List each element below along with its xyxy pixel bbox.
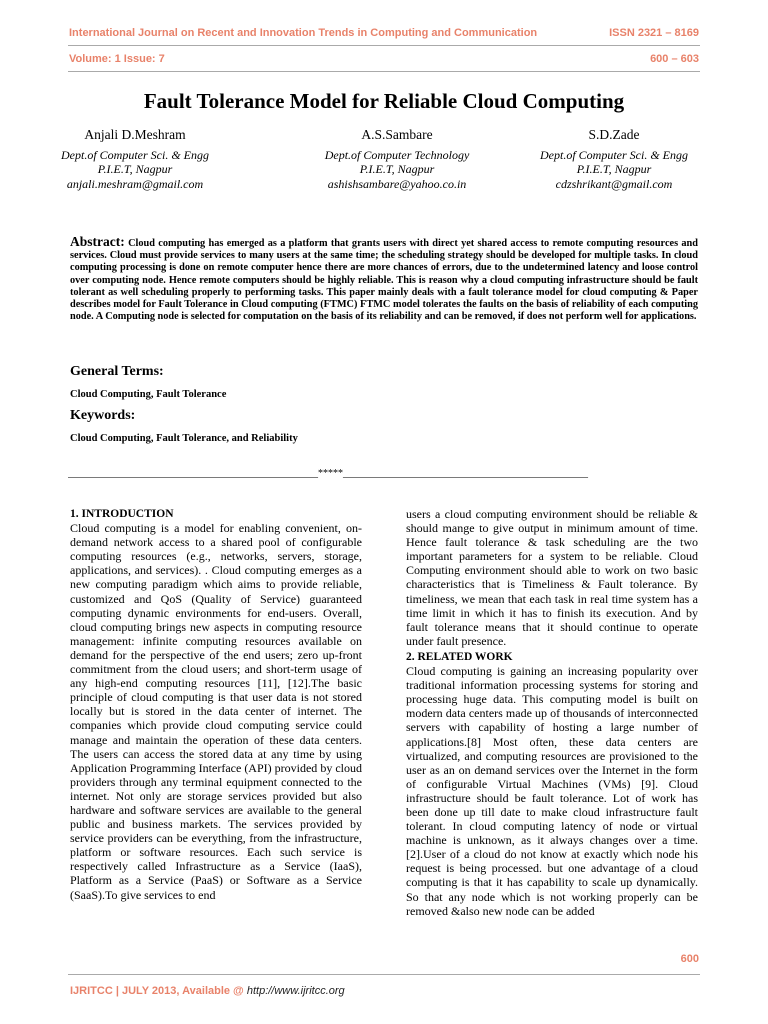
footer-text: IJRITCC | JULY 2013, Available @ [70, 985, 247, 997]
author-dept: Dept.of Computer Sci. & Engg [540, 147, 688, 162]
keywords-text: Cloud Computing, Fault Tolerance, and Reliability [70, 433, 298, 444]
left-column [70, 507, 362, 902]
author-email: anjali.meshram@gmail.com [66, 176, 204, 191]
author-2 [292, 128, 502, 191]
introduction-continued-text: users a cloud computing environment should be reliable & should mange to give output in minimum amount of time. Hence fault tolerance & task scheduling are the two important parameters for a system to be reliable. Cloud Computing environment should able to work on two basic characteristics that is Timeliness & Fault tolerance. By timeliness, we mean that each task in real time system has a time limit in which it has to finish its execution. And by fault tolerance means that it should continue to operate under fault presence. [406, 507, 698, 648]
introduction-heading: 1. INTRODUCTION [70, 508, 174, 520]
author-name: A.S.Sambare [361, 127, 433, 142]
author-dept: Dept.of Computer Technology [324, 147, 470, 162]
author-inst: P.I.E.T, Nagpur [359, 162, 435, 176]
author-name: S.D.Zade [588, 127, 640, 142]
author-name: Anjali D.Meshram [84, 127, 186, 142]
header-divider [68, 45, 700, 46]
author-inst: P.I.E.T, Nagpur [576, 162, 652, 176]
paper-title: Fault Tolerance Model for Reliable Cloud Computing [143, 89, 625, 113]
author-3 [509, 128, 719, 191]
journal-name: International Journal on Recent and Innovation Trends in Computing and Communication [69, 27, 538, 39]
issn: ISSN 2321 – 8169 [609, 27, 699, 39]
page-range: 600 – 603 [650, 53, 699, 65]
header-divider-2 [68, 71, 700, 72]
author-email: cdzshrikant@gmail.com [555, 176, 673, 191]
introduction-text: Cloud computing is a model for enabling convenient, on-demand network access to a shared pool of configurable computing resources (e.g., networks, servers, storage, applications, and services). . Cloud computing emerges as a new computing paradigm which aims to provide reliable, customized and QoS (Quality of Service) guaranteed computing dynamic environments for end-users. Overall, cloud computing brings new aspects in computing resource management: infinite computing resources available on demand for the perspective of the end users; zero up-front commitment from the cloud users; and short-term usage of any high-end computing resources [11], [12].The basic principle of cloud computing is that user data is not stored locally but is stored in the data center of internet. The companies which provide cloud computing service could manage and maintain the operation of these data centers. The users can access the stored data at any time by using Application Programming Interface (API) provided by cloud providers through any terminal equipment connected to the internet. Not only are storage services provided but also hardware and software services are available to the general public and business markets. The services provided by service providers can be everything, from the infrastructure, platform or software resources. Each such service is respectively called Infrastructure as a Service (IaaS), Platform as a Service (PaaS) or Software as a Service (SaaS).To give services to end [70, 521, 362, 902]
volume-issue: Volume: 1 Issue: 7 [69, 53, 165, 65]
author-dept: Dept.of Computer Sci. & Engg [61, 147, 209, 162]
related-work-text: Cloud computing is gaining an increasing popularity over traditional information processing systems for storing and processing huge data. This computing model is built on modern data centers made up of thousands of interconnected servers with capability of hosting a large number of applications.[8] Most often, these data centers are virtualized, and computing resources are provisioned to the user as an on demand services over the Internet in the form of configurable Virtual Machines (VMs) [9]. Cloud infrastructure should be fault tolerance. Lot of work has been done up till date to make cloud infrastructure fault tolerant. In cloud computing latency of node or virtual machine is unknown, as it always changes over a time.[2].User of a cloud do not know at exactly which node his request is being processed. but one advantage of a cloud computing is that it has capability to scale up dynamically. So that any node which is not working properly can be removed &also new node can be added [406, 664, 698, 918]
author-email: ashishsambare@yahoo.co.in [327, 176, 467, 191]
general-terms-heading: General Terms: [70, 364, 164, 379]
page-number: 600 [680, 953, 699, 965]
related-work-heading: 2. RELATED WORK [406, 650, 513, 663]
keywords-heading: Keywords: [70, 408, 136, 423]
abstract-label: Abstract: [70, 234, 125, 249]
general-terms-text: Cloud Computing, Fault Tolerance [70, 389, 227, 400]
author-1 [30, 128, 240, 191]
right-column [406, 507, 698, 918]
footer-link[interactable]: http://www.ijritcc.org [246, 985, 345, 997]
abstract [70, 236, 698, 323]
footer [70, 985, 345, 997]
author-inst: P.I.E.T, Nagpur [97, 162, 173, 176]
footer-divider [68, 974, 700, 975]
section-separator: __________________________________________________*****_________________________________________________ [68, 468, 588, 479]
abstract-text: Cloud computing has emerged as a platform that grants users with direct yet shared access to remote computing resources and services. Cloud must provide services to many users at the same time; the scheduling strategy should be developed for multiple tasks. In cloud computing processing is done on remote computer hence there are more chances of errors, due to the undetermined latency and loose control over computing node. Hence remote computers should be highly reliable. This is reason why a cloud computing infrastructure should be fault tolerant as well scheduling properly to performing tasks. This paper mainly deals with a fault tolerance model for cloud computing & Paper describes model for Fault Tolerance in Cloud computing (FTMC) FTMC model tolerates the faults on the basis of reliability of each computing node. A Computing node is selected for computation on the basis of its reliability and can be removed, if does not perform well for applications. [70, 238, 699, 323]
